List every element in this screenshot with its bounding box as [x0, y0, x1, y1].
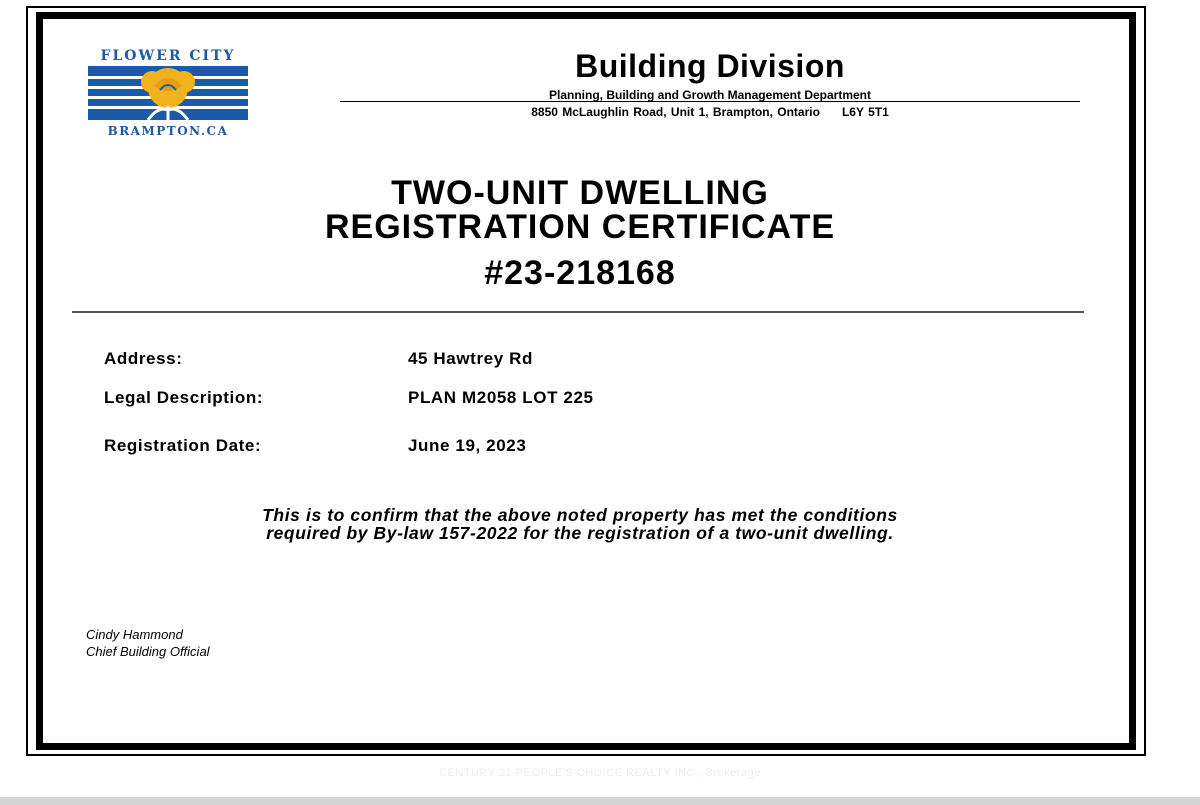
brokerage-watermark: CENTURY 21 PEOPLE'S CHOICE REALTY INC., Brokerage: [439, 767, 761, 779]
office-address: [340, 105, 1080, 119]
confirmation-statement: [80, 506, 1080, 542]
certificate-number: #23-218168: [484, 254, 676, 292]
flower-emblem-icon: [88, 66, 248, 120]
division-title: Building Division: [575, 48, 845, 84]
legal-description-value: PLAN M2058 LOT 225: [408, 388, 594, 407]
office-postal-code: L6Y 5T1: [841, 105, 889, 119]
logo-bottom-text: BRAMPTON.CA: [107, 124, 229, 138]
address-value: 45 Hawtrey Rd: [408, 349, 533, 368]
registration-date-label: Registration Date:: [104, 436, 262, 455]
signatory-name: Cindy Hammond: [86, 627, 183, 642]
statement-line-2: required by By-law 157-2022 for the registration of a two-unit dwelling.: [266, 523, 894, 543]
department-name: Planning, Building and Growth Management Department: [548, 88, 871, 102]
registration-date-value: June 19, 2023: [408, 436, 527, 455]
header-rule: [340, 101, 1080, 102]
bottom-bar: [0, 797, 1200, 805]
legal-description-label: Legal Description:: [104, 388, 264, 407]
logo-top-text: FLOWER CITY: [100, 48, 236, 64]
signatory-title: Chief Building Official: [86, 644, 210, 659]
brampton-logo: [86, 48, 250, 138]
certificate-title-line1: TWO-UNIT DWELLING: [391, 174, 769, 212]
certificate-title-line2: REGISTRATION CERTIFICATE: [324, 208, 836, 246]
statement-line-1: This is to confirm that the above noted property has met the conditions: [262, 505, 898, 525]
section-divider: [72, 311, 1084, 313]
office-street-address: 8850 McLaughlin Road, Unit 1, Brampton, Ontario: [531, 105, 820, 119]
address-label: Address:: [104, 349, 183, 368]
